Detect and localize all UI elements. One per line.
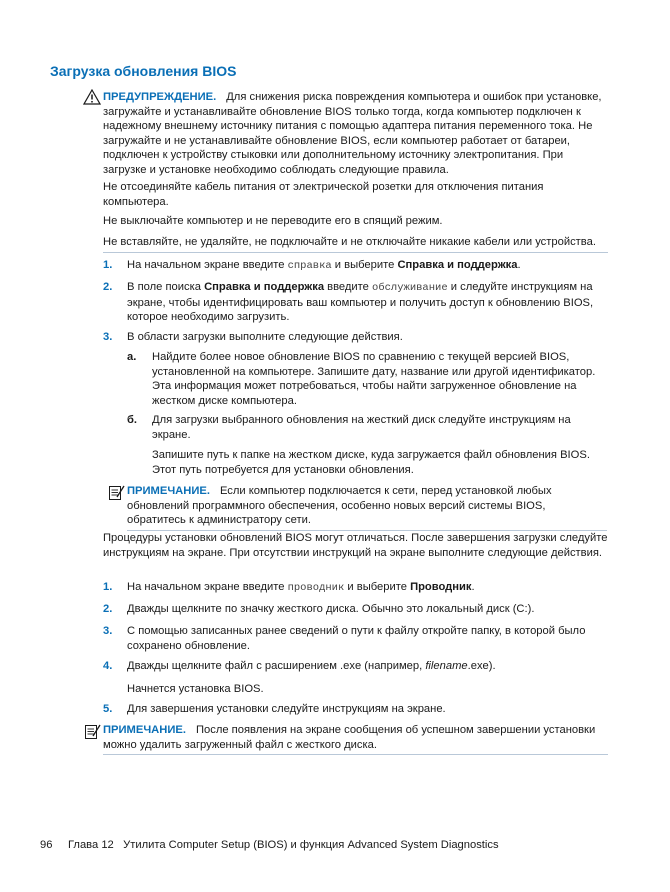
search-term: справка [287, 260, 332, 272]
warning-rule: Не выключайте компьютер и не переводите его в спящий режим. [103, 215, 443, 227]
substep-extra: Запишите путь к папке на жестком диске, куда загружается файл обновления BIOS. Этот путь потребуется для установки обновления. [152, 449, 590, 476]
note-text: Если компьютер подключается к сети, перед установкой любых обновлений программного обеспечения, особенно новых версий системы BIOS, обратитесь к администратору сети. [127, 485, 552, 527]
step-number: 3. [103, 331, 113, 343]
note-icon [84, 723, 101, 740]
step-number: 1. [103, 581, 113, 593]
step-text: В поле поиска Справка и поддержка введите обслуживание и следуйте инструкциям на экране, чтобы идентифицировать ваш компьютер и получить доступ к обновлению BIOS, которое необходимо загрузить. [127, 281, 594, 324]
step-text: В области загрузки выполните следующие действия. [127, 331, 403, 343]
substep-letter: а. [127, 351, 137, 363]
search-term: проводник [287, 582, 345, 594]
warning-paragraph [103, 90, 608, 178]
step-number: 5. [103, 703, 113, 715]
step-text: На начальном экране введите проводник и выберите Проводник. [127, 581, 475, 594]
step-text: Для завершения установки следуйте инструкциям на экране. [127, 703, 446, 715]
step-text: На начальном экране введите справка и выберите Справка и поддержка. [127, 259, 521, 272]
warning-rule: Не вставляйте, не удаляйте, не подключайте и не отключайте никакие кабели или устройства. [103, 235, 608, 253]
note-label: ПРИМЕЧАНИЕ. [127, 485, 210, 497]
page-number: 96 [40, 839, 53, 851]
warning-triangle-icon [83, 89, 101, 105]
intro-paragraph: Процедуры установки обновлений BIOS могут отличаться. После завершения загрузки следуйте инструкциям на экране. При отсутствии инструкций на экране выполните следующие действия. [103, 532, 608, 559]
step-number: 1. [103, 259, 113, 271]
note-paragraph [103, 723, 608, 755]
step-text: Дважды щелкните файл с расширением .exe (например, filename.exe). [127, 660, 496, 672]
note-icon [108, 484, 125, 501]
warning-rule: Не отсоединяйте кабель питания от электрической розетки для отключения питания компьютера. [103, 181, 544, 208]
step-number: 4. [103, 660, 113, 672]
substep-text: Для загрузки выбранного обновления на жесткий диск следуйте инструкциям на экране. [152, 414, 571, 441]
note-text: После появления на экране сообщения об успешном завершении установки можно удалить загруженный файл с жесткого диска. [103, 724, 596, 751]
note-paragraph [127, 484, 607, 531]
step-number: 2. [103, 603, 113, 615]
step-number: 3. [103, 625, 113, 637]
page-footer [40, 838, 499, 853]
step-text: Дважды щелкните по значку жесткого диска. Обычно это локальный диск (C:). [127, 603, 535, 615]
warning-text: Для снижения риска повреждения компьютера и ошибок при установке, загружайте и устанавливайте обновление BIOS только тогда, когда компьютер подключен к надежному внешнему источнику питания с помощью адаптера питания переменного тока. Не загружайте и не устанавливайте обновление BIOS, если компьютер работает от батареи, подключен к устройству стыковки или дополнительному источнику электропитания. При загрузке и установке необходимо соблюдать следующие правила. [103, 91, 602, 176]
footer-text: Глава 12 Утилита Computer Setup (BIOS) и функция Advanced System Diagnostics [68, 839, 499, 851]
search-term: обслуживание [372, 282, 448, 294]
warning-label: ПРЕДУПРЕЖДЕНИЕ. [103, 91, 217, 103]
page-title: Загрузка обновления BIOS [50, 63, 237, 79]
substep-text: Найдите более новое обновление BIOS по сравнению с текущей версией BIOS, установленной на компьютере. Запишите дату, название или другой идентификатор. Эта информация может потребоваться, чтобы найти загруженное обновление на жестком диске компьютера. [152, 351, 596, 407]
substep-letter: б. [127, 414, 138, 426]
step-text: С помощью записанных ранее сведений о пути к файлу откройте папку, в которой было сохранено обновление. [127, 625, 586, 652]
step-number: 2. [103, 281, 113, 293]
note-label: ПРИМЕЧАНИЕ. [103, 724, 186, 736]
step-extra: Начнется установка BIOS. [127, 683, 264, 695]
